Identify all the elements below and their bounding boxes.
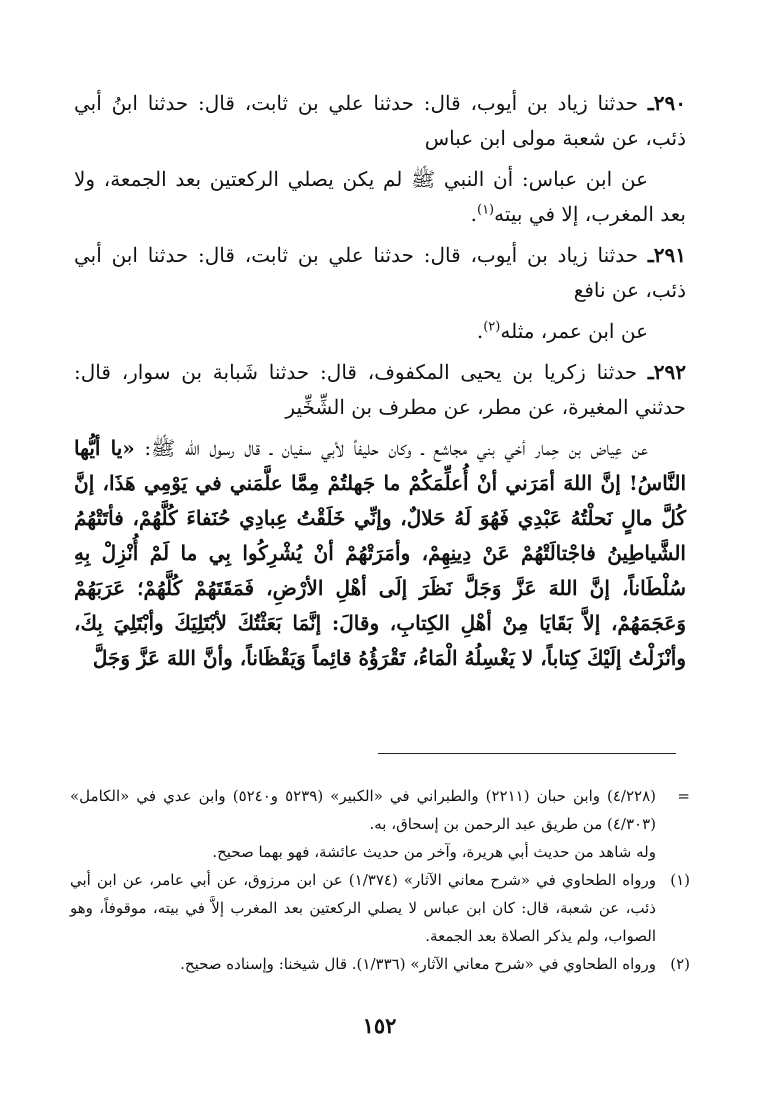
footnote-line: ورواه الطحاوي في «شرح معاني الآثار» (١/٣٣٦). قال شيخنا: وإسناده صحيح. [180, 955, 656, 973]
page-number: ١٥٢ [362, 1013, 397, 1038]
footnote-body [70, 782, 656, 866]
footnote-line: ورواه الطحاوي في «شرح معاني الآثار» (١/٣٧٤) عن ابن مرزوق، عن أبي عامر، عن ابن أبي ذئب، عن شعبة، قال: كان ابن عباس لا يصلي الركعتين بعد المغرب إلاَّ في بيته، موقوفاً، وهو الصواب، ولم يذكر الصلاة بعد الجمعة. [70, 871, 656, 945]
hadith-290-isnad [74, 86, 686, 156]
hadith-number: ٢٩٢ـ [647, 360, 686, 384]
matn-text: عن ابن عباس: أن النبي ﷺ لم يكن يصلي الركعتين بعد الجمعة، ولا بعد المغرب، إلا في بيته [74, 167, 686, 226]
footnote-divider [378, 753, 676, 754]
footnotes [70, 782, 690, 978]
main-text [74, 86, 686, 682]
footnote-marker: (٢) [670, 955, 690, 973]
footnote-marker: (١) [670, 871, 690, 889]
hadith-291-isnad [74, 238, 686, 308]
isnad-text: حدثنا زكريا بن يحيى المكفوف، قال: حدثنا شَبابة بن سوار، قال: حدثني المغيرة، عن مطر، عن مطرف بن الشِّخِّير [74, 360, 686, 419]
hadith-292-matn [74, 431, 686, 676]
hadith-number: ٢٩٠ـ [647, 91, 686, 115]
hadith-290-matn [74, 162, 686, 232]
footnote-line: (٤/٢٢٨) وابن حبان (٢٢١١) والطبراني في «الكبير» (٥٢٣٩ و٥٢٤٠) وابن عدي في «الكامل» (٤/٣٠٣) من طريق عبد الرحمن بن إسحاق، به. [70, 787, 657, 833]
sentence-end: . [476, 319, 484, 343]
footnote-1 [70, 866, 690, 950]
isnad-text: حدثنا زياد بن أيوب، قال: حدثنا علي بن ثابت، قال: حدثنا ابنُ أبي ذئب، عن شعبة مولى ابن عباس [74, 91, 686, 150]
prophetic-quote: «يا أيُّها النَّاسُ! إنَّ اللهَ أمَرَني أنْ أُعلِّمَكُمْ ما جَهلتُمْ مِمَّا علَّمَني في يَوْمِي هَذَا، إنَّ كُلَّ مالٍ نَحلْتُهُ عَبْدِي فَهُوَ لَهُ حَلالٌ، وإنِّي خَلَقْتُ عِبادِي حُنَفاءَ كُلَّهُمْ، فأتَتْهُمُ الشَّياطِينُ فاجْتالَتْهُمْ عَنْ دِينِهِمْ، وأمَرَتْهُمْ أنْ يُشْرِكُوا بِي ما لَمْ أُنْزِلْ بِهِ سُلْطَاناً، إنَّ اللهَ عَزَّ وَجَلَّ نَظَرَ إلَى أهْلِ الأرْضِ، فَمَقَتَهُمْ كُلَّهُمْ؛ عَرَبَهُمْ وَعَجَمَهُمْ، إلاَّ بَقَايَا مِنْ أهْلِ الكِتابِ، وقالَ: إنَّمَا بَعَثْتُكَ لأبْتَلِيَكَ وأبْتَلِيَ بِكَ، وأنْزَلْتُ إلَيْكَ كِتاباً، لا يَغْسِلُهُ الْمَاءُ، تَقْرَؤُهُ قائِماً وَيَقْظَاناً، وأنَّ اللهَ عَزَّ وَجَلَّ [74, 436, 686, 670]
footnote-2 [70, 950, 690, 978]
matn-text: عن ابن عمر، مثله [500, 319, 648, 343]
footnote-ref: (١) [476, 202, 495, 218]
isnad-text: حدثنا زياد بن أيوب، قال: حدثنا علي بن ثابت، قال: حدثنا ابن أبي ذئب، عن نافع [74, 243, 686, 302]
hadith-292-isnad [74, 355, 686, 425]
hadith-number: ٢٩١ـ [647, 243, 686, 267]
hadith-291-matn [74, 314, 686, 349]
footnote-body [70, 950, 656, 978]
footnote-continued [70, 782, 690, 866]
footnote-line: وله شاهد من حديث أبي هريرة، وآخر من حديث عائشة، فهو بهما صحيح. [212, 843, 656, 861]
footnote-ref: (٢) [483, 319, 501, 335]
sentence-end: . [470, 202, 477, 226]
matn-intro: عن عِياض بن حِمار أخي بني مجاشع ـ وكان حليفاً لأبي سفيان ـ قال رسول الله ﷺ: [144, 436, 649, 460]
footnote-body [70, 866, 656, 950]
footnote-marker: = [677, 787, 690, 805]
